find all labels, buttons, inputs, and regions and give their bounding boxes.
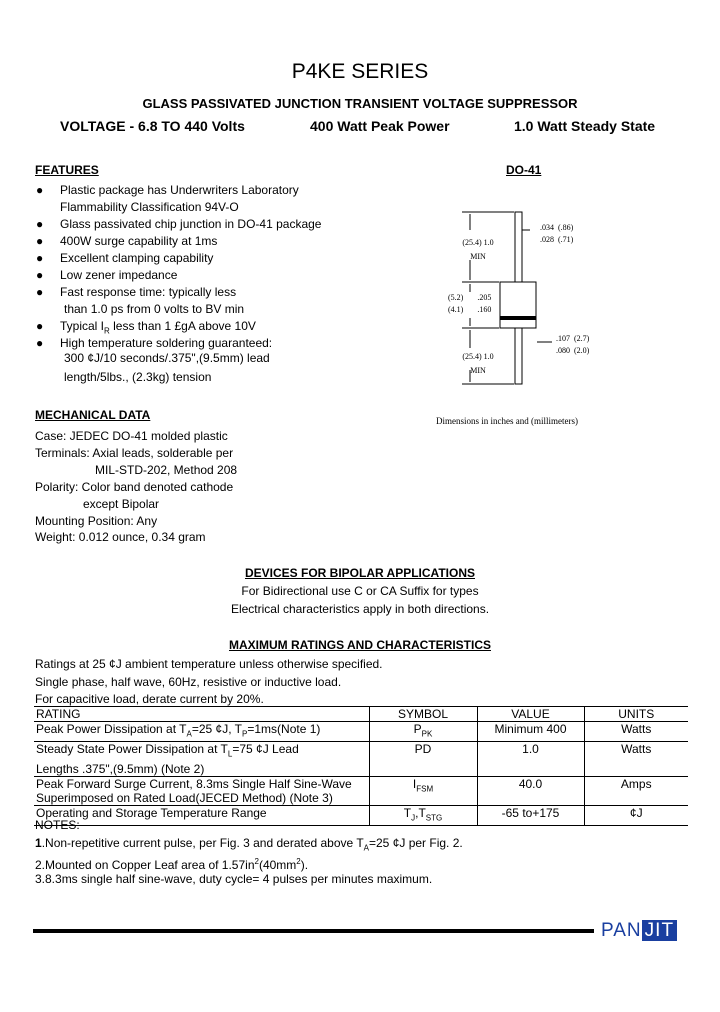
cathode-band [500, 316, 536, 320]
column-header: UNITS [584, 707, 688, 722]
rating-cell: Steady State Power Dissipation at $T_L=75$ ¢J Lead Lengths .375",(9.5mm) (Note 2) [34, 742, 369, 776]
symbol-cell: $P_{PK}$ [369, 722, 477, 742]
bullet-icon: ● [36, 336, 44, 350]
lead-diameter-dim: .034 (.86) .028 (.71) [540, 223, 574, 244]
page-title: P4KE SERIES [291, 60, 429, 83]
voltage-range: VOLTAGE - 6.8 TO 440 Volts [60, 118, 245, 134]
units-cell: Watts [584, 722, 688, 742]
package-heading: DO-41 [506, 163, 542, 177]
bottom-lead [515, 328, 522, 384]
note-3: 3.8.3ms single half sine-wave, duty cycle= 4 pulses per minutes maximum. [35, 872, 433, 886]
lead-length-dim: (25.4) 1.0 MIN [462, 238, 494, 261]
rating-cell: Peak Power Dissipation at $T_A=25$ ¢J, $T_P=1ms(Note$ 1) [34, 722, 369, 742]
symbol-cell: $T_J,T_{STG}$ [369, 805, 477, 825]
feature-item: Fast response time: typically less [60, 285, 237, 299]
units-cell: Watts [584, 742, 688, 776]
bullet-icon: ● [36, 183, 44, 197]
rating-cell: Operating and Storage Temperature Range [34, 805, 369, 825]
top-lead [515, 212, 522, 282]
polarity-exception: except Bipolar [83, 497, 160, 511]
body-length-dim: (5.2) .205 (4.1) .160 [448, 293, 492, 314]
polarity-spec: Polarity: Color band denoted cathode [35, 480, 234, 494]
diode-body [500, 282, 536, 328]
body-diameter-dim: .107 (2.7) .080 (2.0) [556, 334, 590, 355]
feature-item: 400W surge capability at 1ms [60, 234, 218, 248]
units-cell: Amps [584, 776, 688, 805]
value-cell: 1.0 [477, 742, 584, 776]
page-subtitle: GLASS PASSIVATED JUNCTION TRANSIENT VOLTAGE SUPPRESSOR [142, 96, 578, 111]
table-row [34, 776, 688, 805]
table-row [34, 722, 688, 742]
mechanical-heading: MECHANICAL DATA [35, 408, 151, 422]
bullet-icon: ● [36, 319, 44, 333]
feature-item: Plastic package has Underwriters Laboratory [60, 183, 299, 197]
bipolar-heading: DEVICES FOR BIPOLAR APPLICATIONS [244, 566, 475, 580]
bullet-icon: ● [36, 251, 44, 265]
symbol-cell: $I_{FSM}$ [369, 776, 477, 805]
table-row [34, 742, 688, 776]
feature-item: Glass passivated chip junction in DO-41 package [60, 217, 322, 231]
footer-rule [33, 929, 594, 933]
feature-item-cont: than 1.0 ps from 0 volts to BV min [64, 302, 245, 316]
ratings-table [34, 706, 688, 826]
dimension-caption: Dimensions in inches and (millimeters) [436, 416, 578, 426]
bipolar-line-2: Electrical characteristics apply in both directions. [230, 602, 490, 616]
bullet-icon: ● [36, 234, 44, 248]
bipolar-line-1: For Bidirectional use C or CA Suffix for types [241, 584, 479, 598]
symbol-cell: PD [369, 742, 477, 776]
feature-item-cont: length/5lbs., (2.3kg) tension [64, 370, 212, 384]
feature-item-cont: Flammability Classification 94V-O [60, 200, 239, 214]
terminals-spec: Terminals: Axial leads, solderable per [35, 446, 234, 460]
column-header: VALUE [477, 707, 584, 722]
bullet-icon: ● [36, 217, 44, 231]
feature-item: Typical $I_R$ less than 1 £gA above 10V [60, 319, 256, 336]
features-heading: FEATURES [35, 163, 99, 177]
ratings-note-3: For capacitive load, derate current by 20%. [35, 692, 264, 706]
column-header: RATING [34, 707, 369, 722]
value-cell: Minimum 400 [477, 722, 584, 742]
feature-item: Low zener impedance [60, 268, 178, 282]
case-spec: Case: JEDEC DO-41 molded plastic [35, 429, 228, 443]
feature-item: High temperature soldering guaranteed: [60, 336, 273, 350]
terminals-standard: MIL-STD-202, Method 208 [95, 463, 238, 477]
lead-length-dim-bottom: (25.4) 1.0 MIN [462, 352, 494, 375]
mounting-spec: Mounting Position: Any [35, 514, 158, 528]
note-2: 2.Mounted on Copper Leaf area of $1.57in^2(40mm^2)$. [35, 857, 309, 872]
units-cell: ¢J [584, 805, 688, 825]
peak-power: 400 Watt Peak Power [310, 118, 450, 134]
bullet-icon: ● [36, 285, 44, 299]
notes-heading: NOTES: [35, 818, 80, 832]
table-header-row [34, 707, 688, 722]
rating-cell: Peak Forward Surge Current, 8.3ms Single Half Sine-Wave Superimposed on Rated Load(JECED Method) (Note 3) [34, 776, 369, 805]
bullet-icon: ● [36, 268, 44, 282]
steady-state: 1.0 Watt Steady State [514, 118, 656, 134]
note-1: 1.Non-repetitive current pulse, per Fig. 3 and derated above $T_A=25$ ¢J per Fig. 2. [35, 836, 463, 853]
feature-item-cont: 300 ¢J/10 seconds/.375",(9.5mm) lead [64, 351, 270, 365]
value-cell: -65 to+175 [477, 805, 584, 825]
panjit-logo: PAN JIT [601, 920, 677, 942]
feature-item: Excellent clamping capability [60, 251, 214, 265]
value-cell: 40.0 [477, 776, 584, 805]
weight-spec: Weight: 0.012 ounce, 0.34 gram [35, 530, 206, 544]
table-row [34, 805, 688, 825]
ratings-heading: MAXIMUM RATINGS AND CHARACTERISTICS [229, 638, 491, 652]
ratings-note-1: Ratings at 25 ¢J ambient temperature unless otherwise specified. [35, 657, 383, 671]
ratings-note-2: Single phase, half wave, 60Hz, resistive or inductive load. [35, 675, 342, 689]
column-header: SYMBOL [369, 707, 477, 722]
